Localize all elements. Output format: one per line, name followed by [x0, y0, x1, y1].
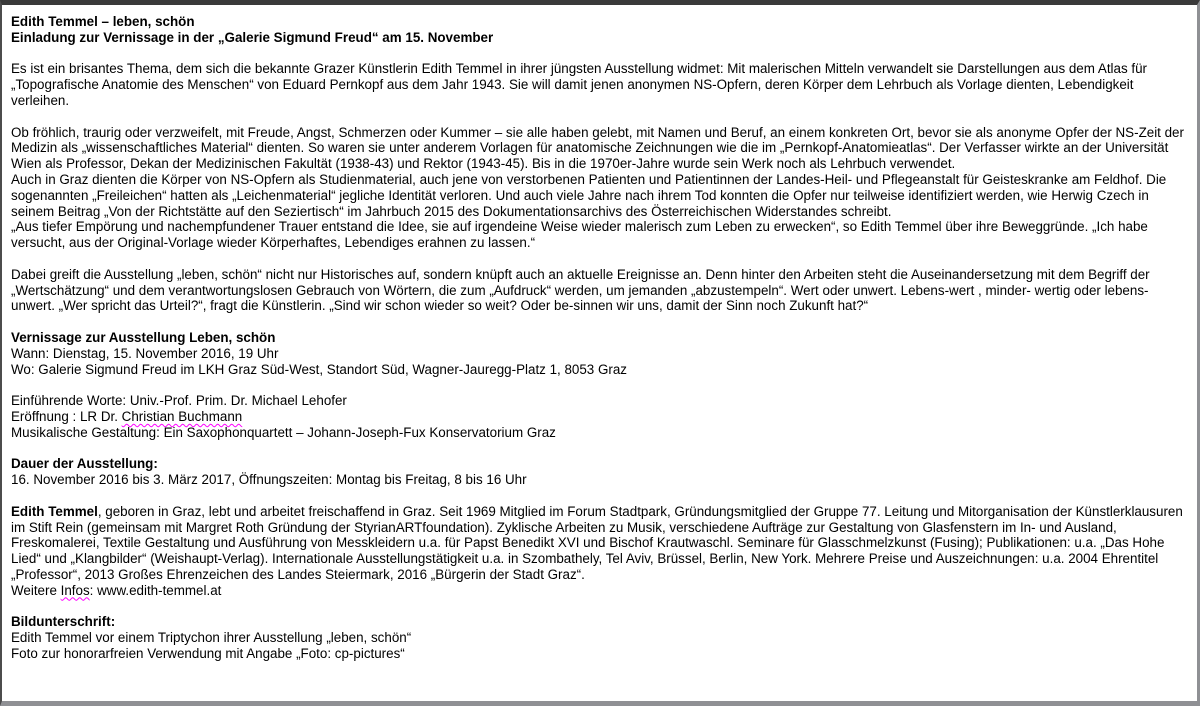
eroeffnung-prefix: Eröffnung : LR Dr. [11, 408, 122, 424]
ablauf-section [11, 393, 1189, 440]
history-part-3: „Aus tiefer Empörung und nachempfundener Trauer entstand die Idee, sie auf irgendeine Weise wieder malerisch zum Leben zu erwecken“, so Edith Temmel über ihre Beweggründe. „Ich habe versucht, aus der Original-Vorlage wieder Körperhaftes, Lebendiges erahnen zu lassen.“ [11, 219, 1148, 251]
aktuell-paragraph: Dabei greift die Ausstellung „leben, schön“ nicht nur Historisches auf, sondern knüpft auch an aktuelle Ereignisse an. Denn hinter den Arbeiten steht die Auseinandersetzung mit dem Begriff der „Wertschätzung“ und dem verantwortungslosen Gebrauch von Wörtern, die zum „Aufdruck“ werden, um jemanden „abzustempeln“. Wert oder unwert. Lebens-wert , minder- wertig oder lebens-unwert. „Wer spricht das Urteil?“, fragt die Künstlerin. „Sind wir schon wieder so weit? Oder be-sinnen wir uns, damit der Sinn noch Zukunft hat?“ [11, 266, 1150, 314]
document-title [11, 14, 1189, 46]
vernissage-section [11, 330, 1189, 377]
vernissage-heading: Vernissage zur Ausstellung Leben, schön [11, 329, 276, 345]
eroeffnung-line [11, 409, 1189, 425]
musikalische-gestaltung: Musikalische Gestaltung: Ein Saxophonquartett – Johann-Joseph-Fux Konservatorium Graz [11, 424, 556, 440]
history-part-2: Auch in Graz dienten die Körper von NS-Opfern als Studienmaterial, auch jene von verstorbenen Patienten und Patientinnen der Landes-Heil- und Pflegeanstalt für Geisteskranke am Feldhof. Die sogenannten „Freileichen“ hatten als „Leichenmaterial“ jegliche Identität verloren. Und auch viele Jahre nach ihrem Tod konnten die Opfer nur teilweise identifiziert werden, wie Herwig Czech in seinem Beitrag „Von der Richtstätte auf den Seziertisch“ im Jahrbuch 2015 des Dokumentationsarchivs des Österreichischen Widerstandes schreibt. [11, 171, 1167, 219]
weitere-infos-line [11, 583, 1189, 599]
einfuehrende-worte: Einführende Worte: Univ.-Prof. Prim. Dr. Michael Lehofer [11, 393, 347, 409]
eroeffnung-name-spellcheck: Christian Buchmann [121, 408, 243, 424]
history-paragraph [11, 125, 1189, 251]
bio-paragraph [11, 504, 1189, 583]
title-line-1: Edith Temmel – leben, schön [11, 14, 195, 29]
bildunterschrift-heading: Bildunterschrift: [11, 614, 116, 630]
dauer-section [11, 456, 1189, 488]
bildunterschrift-line-1: Edith Temmel vor einem Triptychon ihrer Ausstellung „leben, schön“ [11, 630, 412, 646]
bio-lead-name: Edith Temmel [11, 503, 98, 519]
bio-text: , geboren in Graz, lebt und arbeitet freischaffend in Graz. Seit 1969 Mitglied im Forum Stadtpark, Gründungsmitglied der Gruppe 77. Leitung und Mitorganisation der Künstlerklausuren im Stift Rein (gemeinsam mit Margret Roth Gründung der StyrianARTfoundation). Zyklische Arbeiten zu Musik, verschiedene Aufträge zur Gestaltung von Glasfenstern im In- und Ausland, Freskomalerei, Textile Gestaltung und Ausführung von Messkleidern u.a. für Papst Benedikt XVI und Bischof Krautwaschl. Seminare für Glasschmelzkunst (Fusing); Publikationen: u.a. „Das Hohe Lied“ und „Klangbilder“ (Weishaupt-Verlag). Internationale Ausstellungstätigkeit u.a. in Szombathely, Tel Aviv, Brüssel, Berlin, New York. Mehrere Preise und Auszeichnungen: u.a. 2004 Ehrentitel „Professor“, 2013 Großes Ehrenzeichen des Landes Steiermark, 2016 „Bürgerin der Stadt Graz“. [11, 503, 1183, 582]
bildunterschrift-section [11, 614, 1189, 661]
bildunterschrift-line-2: Foto zur honorarfreien Verwendung mit Angabe „Foto: cp-pictures“ [11, 645, 405, 661]
vernissage-wo: Wo: Galerie Sigmund Freud im LKH Graz Süd-West, Standort Süd, Wagner-Jauregg-Platz 1, 8053 Graz [11, 361, 627, 377]
dauer-heading: Dauer der Ausstellung: [11, 456, 158, 472]
infos-prefix: Weitere [11, 582, 61, 598]
intro-paragraph: Es ist ein brisantes Thema, dem sich die bekannte Grazer Künstlerin Edith Temmel in ihrer jüngsten Ausstellung widmet: Mit malerischen Mitteln verwandelt sie Darstellungen aus dem Atlas für „Topografische Anatomie des Menschen“ von Eduard Pernkopf aus dem Jahr 1943. Sie will damit jenen anonymen NS-Opfern, deren Körper dem Lehrbuch als Vorlage dienten, Lebendigkeit verleihen. [11, 61, 1148, 108]
infos-word-spellcheck: Infos [60, 582, 90, 598]
dauer-zeiten: 16. November 2016 bis 3. März 2017, Öffnungszeiten: Montag bis Freitag, 8 bis 16 Uhr [11, 472, 527, 488]
bio-section [11, 504, 1189, 599]
website-url: : www.edith-temmel.at [89, 582, 222, 598]
history-part-1: Ob fröhlich, traurig oder verzweifelt, mit Freude, Angst, Schmerzen oder Kummer – sie alle haben gelebt, mit Namen und Beruf, an einem konkreten Ort, bevor sie als anonyme Opfer der NS-Zeit der Medizin als „wissenschaftliches Material“ dienten. So waren sie unter anderem Vorlagen für anatomische Zeichnungen wie die im „Pernkopf-Anatomieatlas“. Der Verfasser wirkte an der Universität Wien als Professor, Dekan der Medizinischen Fakultät (1938-43) und Rektor (1943-45). Bis in die 1970er-Jahre wurde sein Werk noch als Lehrbuch verwendet. [11, 124, 1184, 172]
vernissage-wann: Wann: Dienstag, 15. November 2016, 19 Uhr [11, 345, 279, 361]
title-line-2: Einladung zur Vernissage in der „Galerie Sigmund Freud“ am 15. November [11, 29, 494, 45]
